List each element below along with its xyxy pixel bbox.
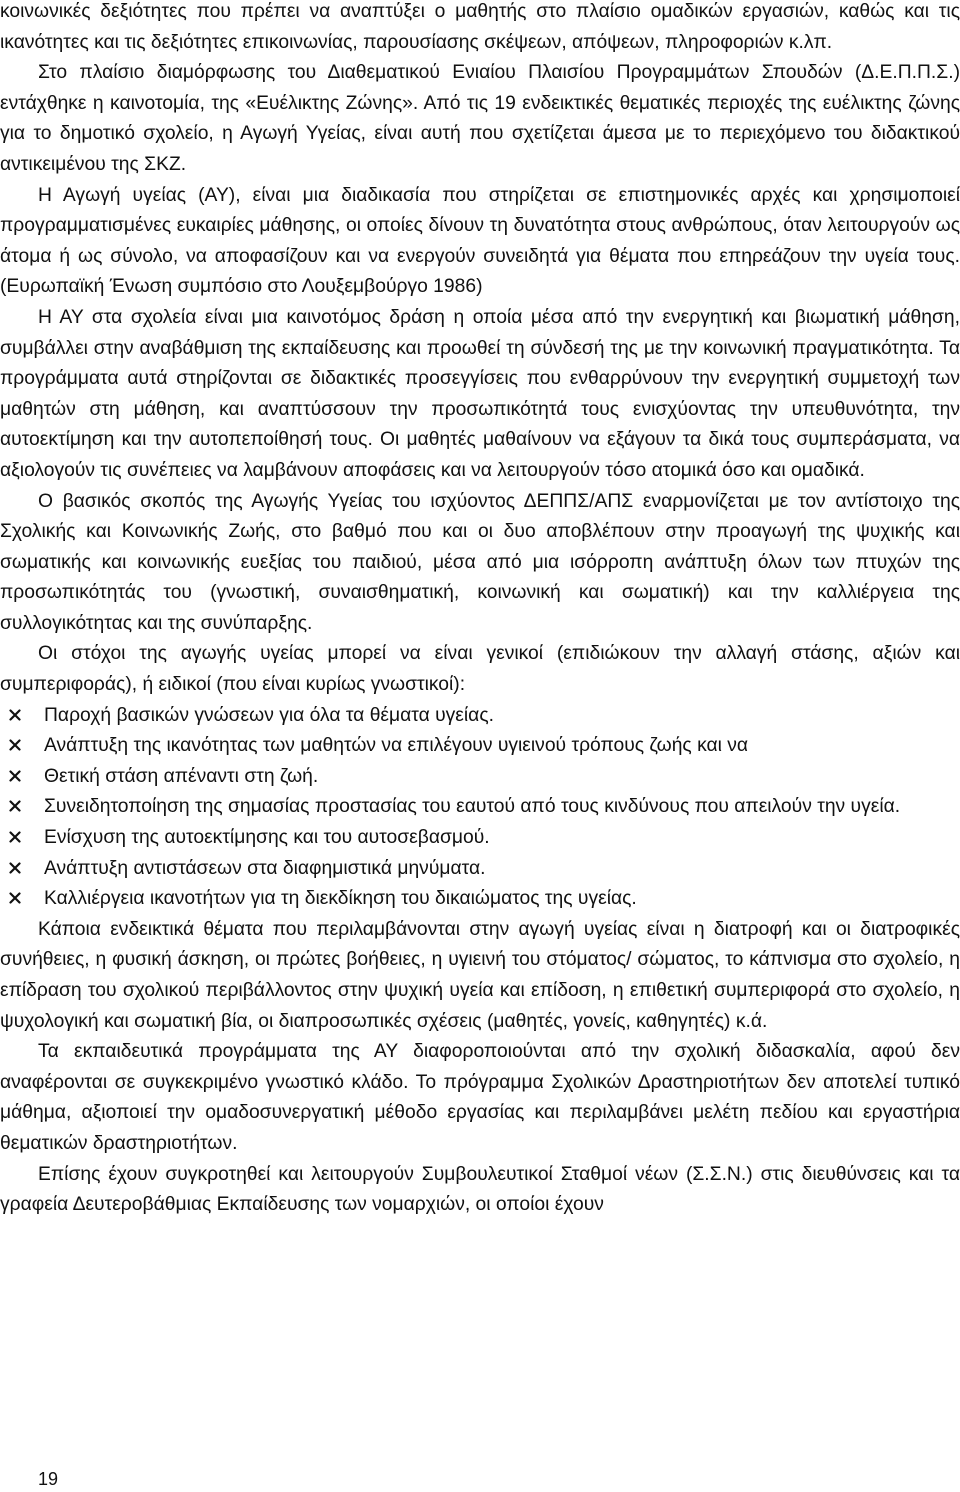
list-item xyxy=(0,731,960,762)
list-item-text: Συνειδητοποίηση της σημασίας προστασίας του εαυτού από τους κινδύνους που απειλούν την υγεία. xyxy=(44,796,901,818)
list-item xyxy=(0,701,960,732)
list-item-text: Ανάπτυξη αντιστάσεων στα διαφημιστικά μηνύματα. xyxy=(44,857,486,879)
paragraph: Η Αγωγή υγείας (ΑΥ), είναι μια διαδικασία που στηρίζεται σε επιστημονικές αρχές και χρησιμοποιεί προγραμματισμένες ευκαιρίες μάθησης, οι οποίες δίνουν τη δυνατότητα στους ανθρώπους, όταν λειτουργούν ως άτομα ή ως σύνολο, να αποφασίζουν και να ενεργούν συνειδητά για θέματα που επηρεάζουν την υγεία τους. (Ευρωπαϊκή Ένωση συμπόσιο στο Λουξεμβούργο 1986) xyxy=(0,184,960,298)
paragraph: Στο πλαίσιο διαμόρφωσης του Διαθεματικού Ενιαίου Πλαισίου Προγραμμάτων Σπουδών (Δ.Ε.Π.Π.Σ.) εντάχθηκε η καινοτομία, της «Ευέλικτης Ζώνης». Από τις 19 ενδεικτικές θεματικές περιοχές της ευέλικτης ζώνης για το δημοτικό σχολείο, η Αγωγή Υγείας, είναι αυτή που σχετίζεται άμεσα με το περιεχόμενο του διδακτικού αντικειμένου της ΣΚΖ. xyxy=(0,62,960,175)
list-item xyxy=(0,854,960,885)
paragraph: κοινωνικές δεξιότητες που πρέπει να αναπτύξει ο μαθητής στο πλαίσιο ομαδικών εργασιών, καθώς και τις ικανότητες και τις δεξιότητες επικοινωνίας, παρουσίασης σκέψεων, απόψεων, πληροφοριών κ.λπ. xyxy=(0,1,960,53)
cross-icon xyxy=(9,709,21,721)
paragraph: Η ΑΥ στα σχολεία είναι μια καινοτόμος δράση η οποία μέσα από την ενεργητική και βιωματική μάθηση, συμβάλλει στην αναβάθμιση της εκπαίδευσης και προωθεί τη σύνδεσή της με την κοινωνική πραγματικότητα. Τα προγράμματα αυτά στηρίζονται σε διδακτικές προσεγγίσεις που ενθαρρύνουν την ενεργητική συμμετοχή των μαθητών στη μάθηση, και αναπτύσσουν την προσωπικότητά τους ενισχύοντας την υπευθυνότητα, την αυτοεκτίμηση και την αυτοπεποίθησή τους. Οι μαθητές μαθαίνουν να εξάγουν τα δικά τους συμπεράσματα, να αξιολογούν τις συνέπειες να λαμβάνουν αποφάσεις και να λειτουργούν τόσο ατομικά όσο και ομαδικά. xyxy=(0,306,960,481)
cross-icon xyxy=(9,831,21,843)
list-item-text: Ενίσχυση της αυτοεκτίμησης και του αυτοσεβασμού. xyxy=(44,827,490,849)
cross-icon xyxy=(9,892,21,904)
objectives-list xyxy=(0,701,960,915)
cross-icon xyxy=(9,862,21,874)
cross-icon xyxy=(9,800,21,812)
list-item-text: Παροχή βασικών γνώσεων για όλα τα θέματα υγείας. xyxy=(44,704,494,726)
page-number: 19 xyxy=(38,1469,59,1489)
paragraph: Κάποια ενδεικτικά θέματα που περιλαμβάνονται στην αγωγή υγείας είναι η διατροφή και οι διατροφικές συνήθειες, η φυσική άσκηση, οι πρώτες βοήθειες, η υγιεινή του στόματος/ σώματος, το κάπνισμα στο σχολείο, η επίδραση του σχολικού περιβάλλοντος στην ψυχική υγεία και επίδοση, η επιθετική συμπεριφορά στο σχολείο, η ψυχολογική και σωματική βία, οι διαπροσωπικές σχέσεις (μαθητές, γονείς, καθηγητές) κ.ά. xyxy=(0,918,960,1032)
list-item-text: Καλλιέργεια ικανοτήτων για τη διεκδίκηση του δικαιώματος της υγείας. xyxy=(44,888,637,910)
list-item xyxy=(0,884,960,915)
list-item-text: Ανάπτυξη της ικανότητας των μαθητών να επιλέγουν υγιεινού τρόπους ζωής και να xyxy=(44,735,749,757)
list-item xyxy=(0,823,960,854)
paragraph: Τα εκπαιδευτικά προγράμματα της ΑΥ διαφοροποιούνται από την σχολική διδασκαλία, αφού δεν αναφέρονται σε συγκεκριμένο γνωστικό κλάδο. Το πρόγραμμα Σχολικών Δραστηριοτήτων δεν αποτελεί τυπικό μάθημα, αξιοποιεί την ομαδοσυνεργατική μέθοδο εργασίας και περιλαμβάνει μελέτη πεδίου και εργαστήρια θεματικών δραστηριοτήτων. xyxy=(0,1041,960,1154)
paragraph: Επίσης έχουν συγκροτηθεί και λειτουργούν Συμβουλευτικοί Σταθμοί νέων (Σ.Σ.Ν.) στις διευθύνσεις και τα γραφεία Δευτεροβάθμιας Εκπαίδευσης των νομαρχιών, οι οποίοι έχουν xyxy=(0,1163,960,1216)
list-item-text: Θετική στάση απέναντι στη ζωή. xyxy=(44,765,319,787)
cross-icon xyxy=(9,770,21,782)
list-item xyxy=(0,792,960,823)
paragraph: Ο βασικός σκοπός της Αγωγής Υγείας του ισχύοντος ΔΕΠΠΣ/ΑΠΣ εναρμονίζεται με τον αντίστοιχο της Σχολικής και Κοινωνικής Ζωής, στο βαθμό που και οι δυο αποβλέπουν στην προαγωγή της ψυχικής και σωματικής και κοινωνικής ευεξίας του παιδιού, μέσα από μια ισόρροπη ανάπτυξη όλων των πτυχών της προσωπικότητάς του (γνωστική, συναισθηματική, κοινωνική και σωματική) και την καλλιέργεια της συλλογικότητας και της συνύπαρξης. xyxy=(0,490,960,634)
paragraph: Οι στόχοι της αγωγής υγείας μπορεί να είναι γενικοί (επιδιώκουν την αλλαγή στάσης, αξιών και συμπεριφοράς), ή ειδικοί (που είναι κυρίως γνωστικοί): xyxy=(0,643,960,696)
list-item xyxy=(0,762,960,793)
cross-icon xyxy=(9,739,21,751)
